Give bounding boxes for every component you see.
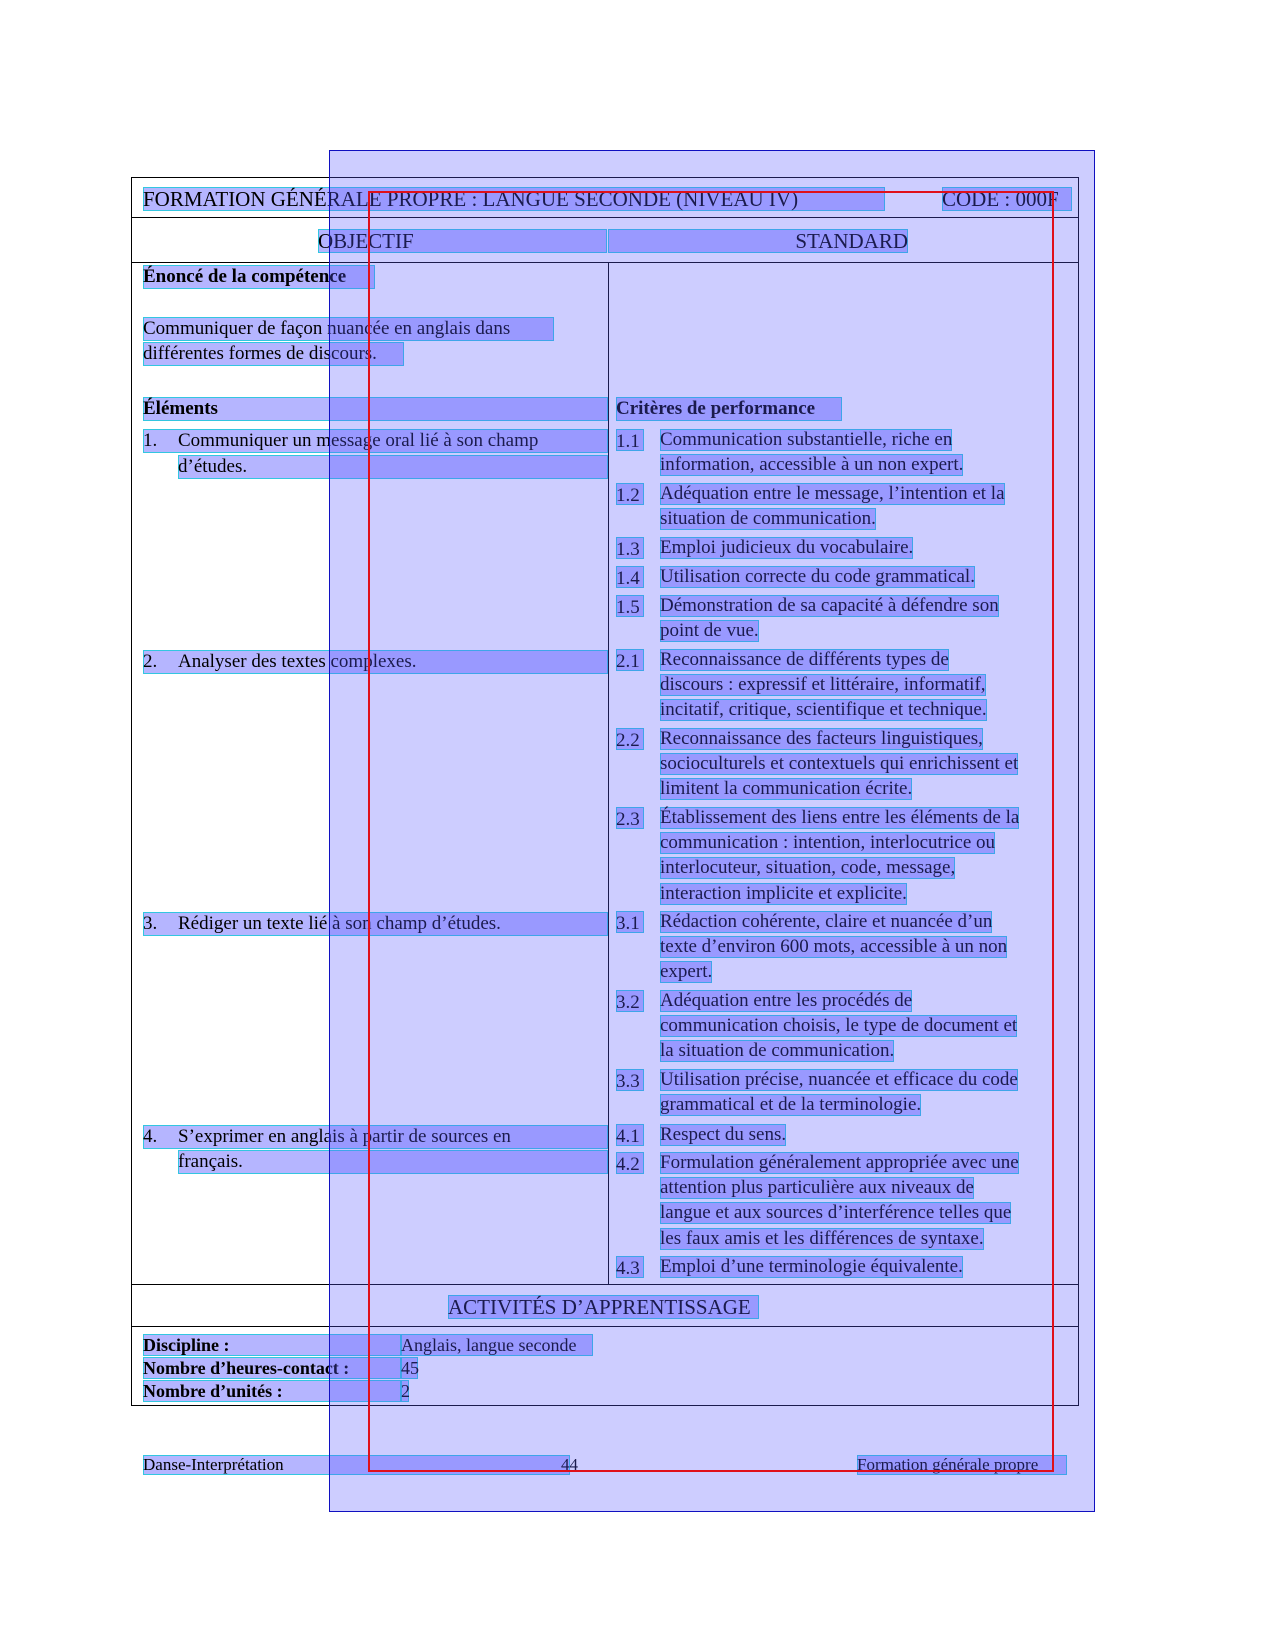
hours-label: Nombre d’heures-contact :	[143, 1357, 401, 1379]
criterion-text-line: Emploi d’une terminologie équivalente.	[660, 1256, 963, 1277]
column-heading-standard: STANDARD	[608, 229, 908, 253]
criterion-text-line: Formulation généralement appropriée avec une	[660, 1152, 1019, 1173]
criterion-number: 4.1	[616, 1124, 644, 1146]
criterion-text-line: discours : expressif et littéraire, informatif,	[660, 674, 986, 696]
element-item-2: 2. Analyser des textes complexes.	[143, 650, 608, 674]
criterion-text-line: Emploi judicieux du vocabulaire.	[660, 537, 914, 558]
criterion-text-line: grammatical et de la terminologie.	[660, 1094, 922, 1116]
element-item-1-cont: d’études.	[178, 455, 608, 479]
discipline-value: Anglais, langue seconde	[401, 1334, 593, 1356]
criterion-text-line: texte d’environ 600 mots, accessible à un non	[660, 936, 1008, 958]
competence-heading: Énoncé de la compétence	[143, 265, 375, 289]
criterion-number: 3.2	[616, 990, 644, 1012]
criterion-text-line: socioculturels et contextuels qui enrichissent et	[660, 753, 1019, 775]
criterion-text-line: incitatif, critique, scientifique et technique.	[660, 699, 987, 721]
criterion-text-line: point de vue.	[660, 620, 759, 642]
criteria-heading: Critères de performance	[616, 397, 842, 421]
criterion-text-line: Démonstration de sa capacité à défendre son	[660, 595, 999, 616]
criterion-text-line: interaction implicite et explicite.	[660, 882, 907, 904]
criterion-text-line: Établissement des liens entre les éléments de la	[660, 807, 1020, 828]
criterion-number: 1.1	[616, 429, 644, 451]
activities-heading: ACTIVITÉS D’APPRENTISSAGE	[448, 1295, 759, 1319]
criterion-text-line: les faux amis et les différences de syntaxe.	[660, 1227, 984, 1249]
criterion-text-line: communication choisis, le type de document et	[660, 1015, 1018, 1037]
criterion-text-line: attention plus particulière aux niveaux de	[660, 1177, 974, 1199]
criterion-text-line: interlocuteur, situation, code, message,	[660, 857, 956, 879]
column-heading-objectif: OBJECTIF	[318, 229, 607, 253]
criterion-number: 3.3	[616, 1069, 644, 1091]
criterion-text-line: langue et aux sources d’interférence telles que	[660, 1202, 1012, 1224]
criterion-text-line: limitent la communication écrite.	[660, 778, 913, 800]
element-item-4-cont: français.	[178, 1150, 608, 1174]
criterion-number: 4.2	[616, 1152, 644, 1174]
hours-value: 45	[401, 1358, 419, 1378]
criterion-number: 2.2	[616, 728, 644, 750]
element-item-4: 4. S’exprimer en anglais à partir de sources en	[143, 1125, 608, 1149]
criterion-number: 1.2	[616, 483, 644, 505]
element-item-3: 3. Rédiger un texte lié à son champ d’études.	[143, 912, 608, 936]
criterion-text-line: Rédaction cohérente, claire et nuancée d’un	[660, 911, 993, 932]
elements-heading: Éléments	[143, 397, 608, 421]
units-label: Nombre d’unités :	[143, 1380, 401, 1402]
criterion-text-line: Reconnaissance des facteurs linguistiques,	[660, 728, 983, 749]
criterion-number: 3.1	[616, 911, 644, 933]
criterion-text-line: Reconnaissance de différents types de	[660, 649, 949, 670]
units-value: 2	[401, 1381, 410, 1401]
criterion-text-line: Adéquation entre les procédés de	[660, 990, 913, 1011]
criterion-number: 4.3	[616, 1256, 644, 1278]
criterion-number: 2.1	[616, 649, 644, 671]
criterion-text-line: la situation de communication.	[660, 1040, 895, 1062]
page-title: FORMATION GÉNÉRALE PROPRE : LANGUE SECONDE (NIVEAU IV)	[143, 187, 885, 211]
footer-right: Formation générale propre	[857, 1455, 1067, 1475]
crop-box	[368, 191, 1054, 1472]
criterion-text-line: Respect du sens.	[660, 1124, 787, 1145]
criterion-text-line: Utilisation correcte du code grammatical.	[660, 566, 975, 587]
competence-text-line: différentes formes de discours.	[143, 342, 404, 366]
course-code: CODE : 000F	[942, 187, 1072, 211]
criterion-text-line: Utilisation précise, nuancée et efficace du code	[660, 1069, 1018, 1090]
criterion-text-line: Adéquation entre le message, l’intention et la	[660, 483, 1005, 504]
criterion-number: 1.4	[616, 566, 644, 588]
footer-left: Danse-Interprétation 44	[143, 1455, 578, 1474]
criterion-number: 1.5	[616, 595, 644, 617]
criterion-number: 2.3	[616, 807, 644, 829]
criterion-number: 1.3	[616, 537, 644, 559]
discipline-label: Discipline :	[143, 1334, 401, 1356]
competence-text-line: Communiquer de façon nuancée en anglais dans	[143, 317, 554, 341]
criterion-text-line: communication : intention, interlocutrice ou	[660, 832, 996, 854]
element-item-1: 1. Communiquer un message oral lié à son champ	[143, 429, 608, 453]
criterion-text-line: Communication substantielle, riche en	[660, 429, 953, 450]
criterion-text-line: information, accessible à un non expert.	[660, 454, 964, 476]
criterion-text-line: situation de communication.	[660, 508, 876, 530]
criterion-text-line: expert.	[660, 961, 713, 983]
